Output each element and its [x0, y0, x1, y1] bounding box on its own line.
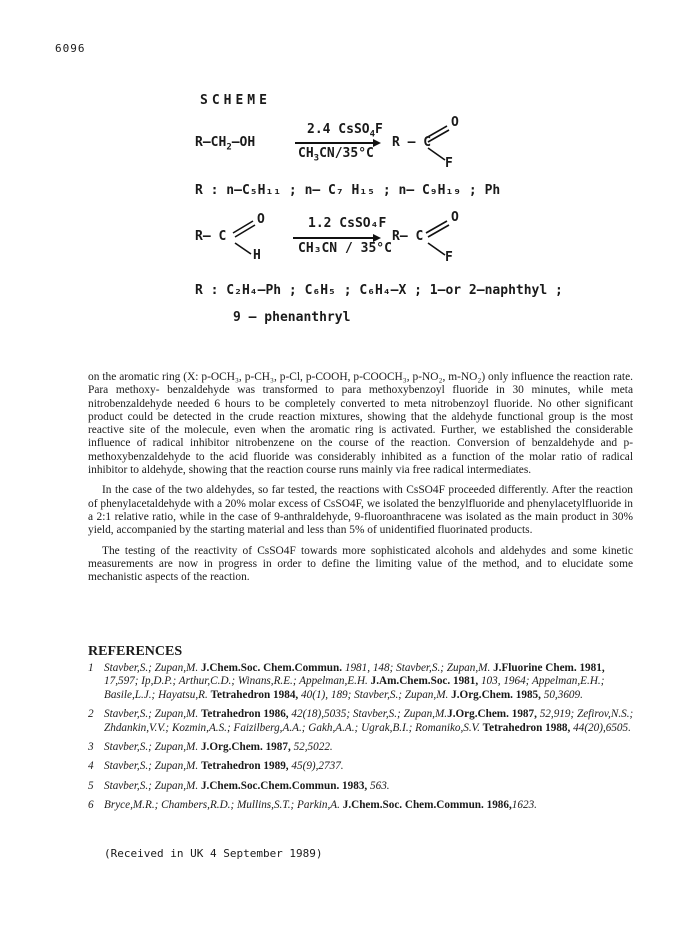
reaction1-substituents: R : n—C₅H₁₁ ; n— C₇ H₁₅ ; n— C₉H₁₉ ; Ph: [195, 183, 501, 198]
references-list: [88, 662, 638, 819]
reaction2-product: R— C: [392, 229, 424, 244]
reaction2-reactant-o: O: [257, 212, 265, 227]
reaction1-reagent: 2.4 CsSO$_4$F: [307, 122, 383, 140]
reference-item: 6 Bryce,M.R.; Chambers,R.D.; Mullins,S.T.; Parkin,A. J.Chem.Soc. Chem.Commun. 1986,1623.: [88, 799, 537, 812]
reaction-scheme: [195, 88, 595, 338]
reference-item: 4 Stavber,S.; Zupan,M. Tetrahedron 1989, 45(9),2737.: [88, 760, 344, 773]
reaction2-reactant: R— C: [195, 229, 227, 244]
reaction2-reagent: 1.2 CsSO₄F: [308, 216, 387, 231]
reaction1-product-o: O: [451, 115, 459, 130]
reaction2-conditions: CH₃CN / 35°C: [298, 241, 392, 256]
reference-item: 1 Stavber,S.; Zupan,M. J.Chem.Soc. Chem.Commun. 1981, 148; Stavber,S.; Zupan,M. J.Fluorine Chem. 1981, 17,597; Ip,D.P.; Arthur,C.D.; Winans,R.E.; Appelman,E.H. J.Am.Chem.Soc. 1981, 103, 1964; Appelman,E.H.; Basile,L.J.; Hayatsu,R. Tetrahedron 1984, 40(1), 189; Stavber,S.; Zupan,M. J.Org.Chem. 1985, 50,3609.: [88, 662, 605, 701]
reference-item: 5 Stavber,S.; Zupan,M. J.Chem.Soc.Chem.Commun. 1983, 563.: [88, 779, 390, 792]
scheme-lines: [195, 88, 595, 338]
reaction2-substituents-cont: 9 – phenanthryl: [233, 310, 351, 325]
reaction2-reactant-h: H: [253, 248, 261, 263]
body-text: [88, 371, 633, 591]
reaction1-product-f: F: [445, 156, 453, 171]
reference-item: 3 Stavber,S.; Zupan,M. J.Org.Chem. 1987, 52,5022.: [88, 741, 333, 754]
reaction2-product-o: O: [451, 210, 459, 225]
reaction1-product: R — C: [392, 135, 432, 150]
reaction2-product-f: F: [445, 250, 453, 265]
paragraph-3: The testing of the reactivity of CsSO4F towards more sophisticated alcohols and aldehydes and some kinetic measurements are now in progress in order to define the limiting value of the method, and to elucidate some mechanistic aspects of the reaction.: [88, 544, 633, 584]
reaction1-conditions: $CH_3CN/35^\circ C$: [298, 146, 374, 164]
reference-item: 2 Stavber,S.; Zupan,M. Tetrahedron 1986, 42(18),5035; Stavber,S.; Zupan,M.J.Org.Chem. 1987, 52,919; Zefirov,N.S.; Zhdankin,V.V.; Kozmin,A.S.; Faizilberg,A.A.; Gakh,A.A.; Ugrak,B.I.; Romaniko,S.V. Tetrahedron 1988, 44(20),6505.: [88, 708, 634, 734]
reaction1-reactant: $R—CH_2—OH$: [195, 135, 256, 153]
reaction2-substituents: R : C₂H₄—Ph ; C₆H₅ ; C₆H₄—X ; 1–or 2–naphthyl ;: [195, 283, 563, 298]
scheme-title: SCHEME: [200, 93, 271, 108]
page-number: 6096: [55, 42, 86, 55]
references-heading: REFERENCES: [88, 644, 183, 659]
paragraph-2: In the case of the two aldehydes, so far tested, the reactions with CsSO4F proceeded differently. After the reaction of phenylacetaldehyde with a 20% molar excess of CsSO4F, we isolated the benzylfluoride and phenylacetylfluoride in a 2:1 relative ratio, while in the case of 9-anthraldehyde, 9-fluoroanthracene was isolated as the main product in 30% yield, accompanied by the starting material and less than 5% of unidentified fluorinated products.: [88, 484, 633, 537]
paragraph-1: on the aromatic ring (X: p-OCH₃, p-CH₃, p-Cl, p-COOH, p-COOCH₃, p-NO₂, m-NO₂) only influence the reaction rate. Para methoxy- benzaldehyde was transformed to para methoxybenzoyl fluoride in 30 minutes, while meta nitrobenzaldehyde needed 6 hours to be completely converted to meta nitrobenzoyl fluoride. No other significant product could be detected in the crude reaction mixtures, showing that the aldehyde functional group is the most reactive site of the molecule, even when the aromatic ring is activated. Further, we established the considerable influence of radical inhibitor nitrobenzene on the course of the reaction. Conversion of benzaldehyde and p-methoxybenzaldehyde to the acid fluoride was considerably inhibited as a function of the molar ratio of radical inhibitor to aldehyde, showing that the reaction course runs mainly via free radical intermediates.: [88, 371, 633, 477]
received-date: (Received in UK 4 September 1989): [104, 847, 323, 860]
